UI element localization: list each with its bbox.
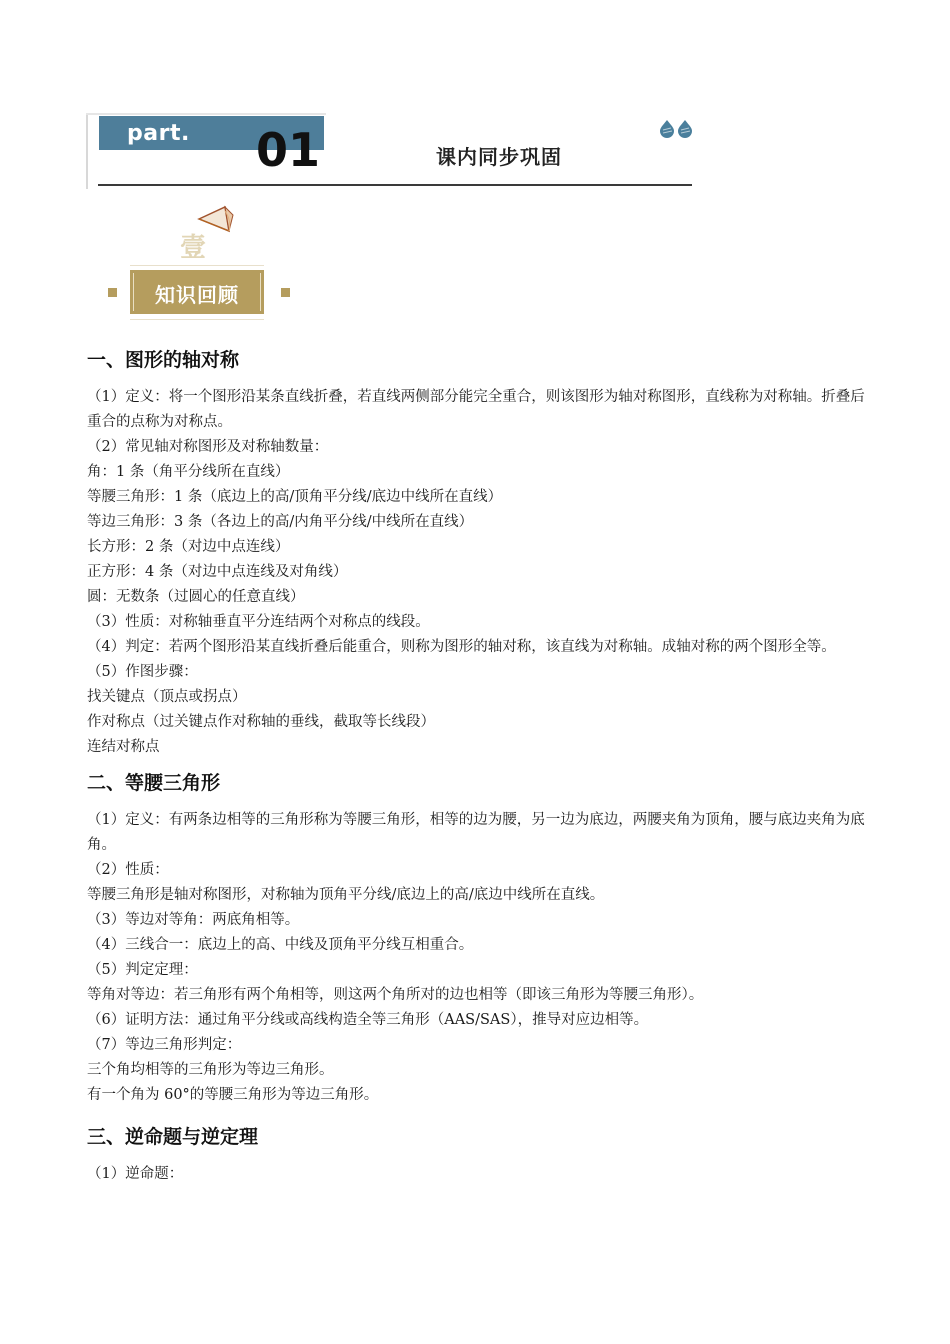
paragraph: 等角对等边：若三角形有两个角相等，则这两个角所对的边也相等（即该三角形为等腰三角形）。 <box>87 987 704 1003</box>
document-content <box>87 345 867 1187</box>
paragraph: （6）证明方法：通过角平分线或高线构造全等三角形（AAS/SAS），推导对应边相等。 <box>87 1012 649 1028</box>
paragraph: （1）定义：将一个图形沿某条直线折叠，若直线两侧部分能完全重合，则该图形为轴对称图形，直线称为对称轴。折叠后重合的点称为对称点。 <box>87 389 865 430</box>
section-badge <box>100 205 300 330</box>
paragraph: （5）作图步骤： <box>87 664 198 680</box>
badge-square-left <box>108 288 117 297</box>
paragraph: 有一个角为 60°的等腰三角形为等边三角形。 <box>87 1087 379 1103</box>
section-title: 二、等腰三角形 <box>87 772 221 794</box>
paragraph: （1）逆命题： <box>87 1166 184 1182</box>
badge-line-top <box>130 265 264 266</box>
banner-frame-top <box>86 113 326 115</box>
banner-title: 课内同步巩固 <box>436 145 562 169</box>
paragraph: （2）性质： <box>87 862 169 878</box>
paragraph: （7）等边三角形判定： <box>87 1037 242 1053</box>
badge-number: 壹 <box>180 233 207 263</box>
paragraph: （3）性质：对称轴垂直平分连结两个对称点的线段。 <box>87 614 430 630</box>
banner-divider <box>98 184 692 186</box>
paragraph: （3）等边对等角：两底角相等。 <box>87 912 300 928</box>
part-banner <box>86 113 694 189</box>
badge-line-bottom <box>130 319 264 320</box>
badge-label: 知识回顾 <box>155 283 239 307</box>
paragraph: 圆：无数条（过圆心的任意直线） <box>87 589 305 605</box>
part-number: 01 <box>256 123 321 177</box>
badge-square-right <box>281 288 290 297</box>
paragraph: 三个角均相等的三角形为等边三角形。 <box>87 1062 334 1078</box>
paragraph: 等边三角形：3 条（各边上的高/内角平分线/中线所在直线） <box>87 514 474 530</box>
paragraph: 作对称点（过关键点作对称轴的垂线，截取等长线段） <box>87 714 435 730</box>
paragraph: 等腰三角形是轴对称图形，对称轴为顶角平分线/底边上的高/底边中线所在直线。 <box>87 887 605 903</box>
paragraph: （5）判定定理： <box>87 962 198 978</box>
paragraph: 等腰三角形：1 条（底边上的高/顶角平分线/底边中线所在直线） <box>87 489 503 505</box>
paragraph: （4）判定：若两个图形沿某直线折叠后能重合，则称为图形的轴对称，该直线为对称轴。成轴对称的两个图形全等。 <box>87 639 836 655</box>
badge-box <box>130 270 264 314</box>
paragraph: （4）三线合一：底边上的高、中线及顶角平分线互相重合。 <box>87 937 474 953</box>
paragraph: （1）定义：有两条边相等的三角形称为等腰三角形，相等的边为腰，另一边为底边，两腰夹角为顶角，腰与底边夹角为底角。 <box>87 812 865 853</box>
paragraph: 长方形：2 条（对边中点连线） <box>87 539 290 555</box>
part-label: part. <box>127 121 190 146</box>
paragraph: 角：1 条（角平分线所在直线） <box>87 464 290 480</box>
banner-frame-left <box>86 113 88 189</box>
paragraph: 连结对称点 <box>87 739 160 755</box>
section-title: 三、逆命题与逆定理 <box>87 1126 259 1148</box>
water-drops-icon <box>658 118 694 138</box>
paragraph: 找关键点（顶点或拐点） <box>87 689 247 705</box>
paragraph: 正方形：4 条（对边中点连线及对角线） <box>87 564 348 580</box>
section-title: 一、图形的轴对称 <box>87 349 240 371</box>
paragraph: （2）常见轴对称图形及对称轴数量： <box>87 439 329 455</box>
